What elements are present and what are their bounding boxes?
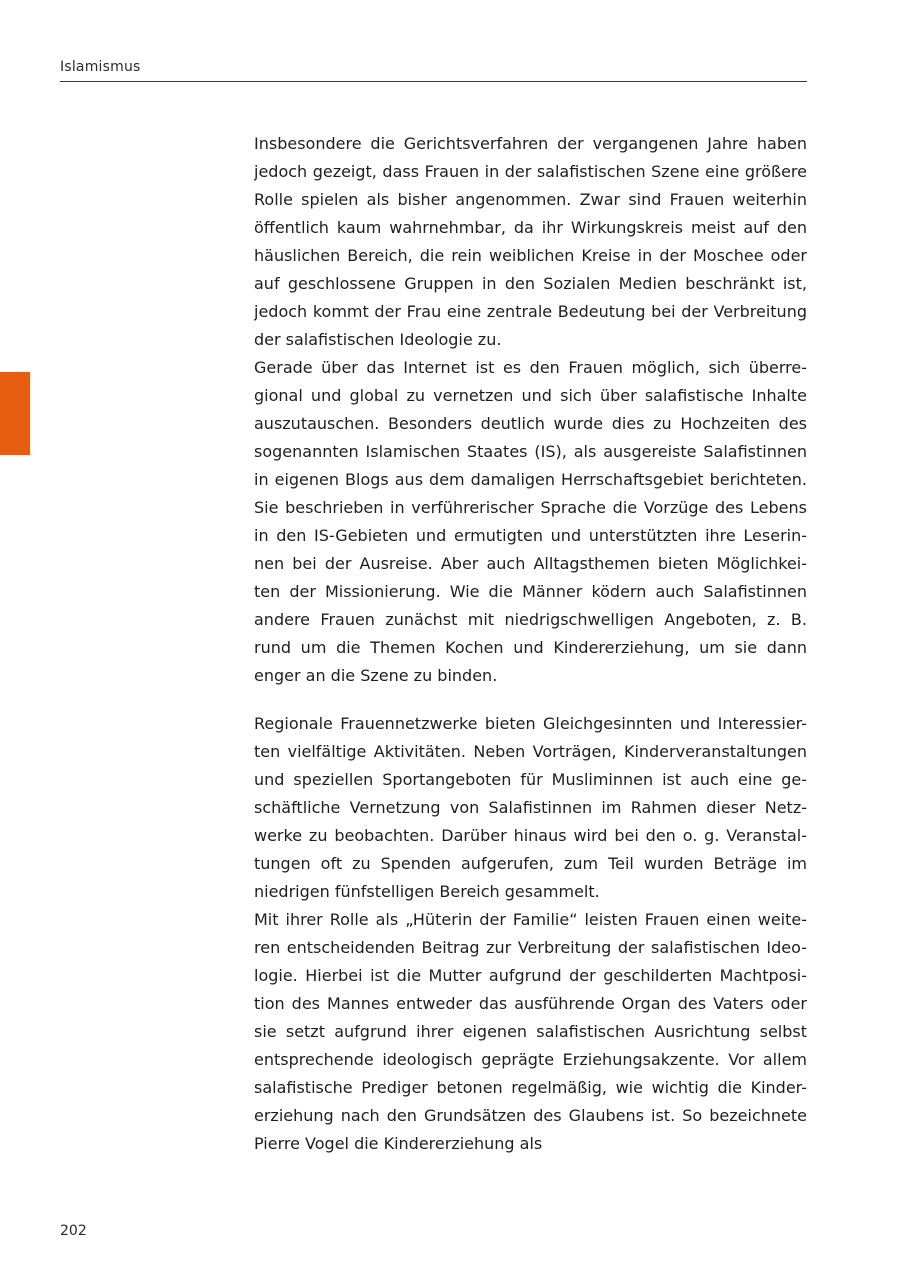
text-line: auf geschlossene Gruppen in den Sozialen Medien beschränkt ist, xyxy=(254,274,807,293)
paragraph-3 xyxy=(254,710,807,906)
text-line: erziehung nach den Grundsätzen des Glaubens ist. So bezeichnete xyxy=(254,1106,807,1125)
text-line: in den IS-Gebieten und ermutigten und unterstützten ihre Leserin- xyxy=(254,526,807,545)
text-line: Gerade über das Internet ist es den Frauen möglich, sich überre- xyxy=(254,358,807,377)
header-rule xyxy=(60,81,807,82)
chapter-tab-marker xyxy=(0,372,30,455)
page-number: 202 xyxy=(60,1223,87,1239)
text-line: Pierre Vogel die Kindererziehung als xyxy=(254,1134,543,1153)
text-line: ten vielfältige Aktivitäten. Neben Vorträgen, Kinderveranstaltungen xyxy=(254,742,807,761)
text-line: öffentlich kaum wahrnehmbar, da ihr Wirkungskreis meist auf den xyxy=(254,218,807,237)
text-line: andere Frauen zunächst mit niedrigschwelligen Angeboten, z. B. xyxy=(254,610,807,629)
paragraph-4 xyxy=(254,906,807,1158)
text-line: auszutauschen. Besonders deutlich wurde dies zu Hochzeiten des xyxy=(254,414,807,433)
running-title: Islamismus xyxy=(60,59,141,75)
text-line: rund um die Themen Kochen und Kindererziehung, um sie dann xyxy=(254,638,807,657)
text-line: Rolle spielen als bisher angenommen. Zwar sind Frauen weiterhin xyxy=(254,190,807,209)
text-line: gional und global zu vernetzen und sich über salafistische Inhalte xyxy=(254,386,807,405)
text-line: tion des Mannes entweder das ausführende Organ des Vaters oder xyxy=(254,994,807,1013)
text-line: schäftliche Vernetzung von Salafistinnen im Rahmen dieser Netz- xyxy=(254,798,807,817)
paragraph-gap xyxy=(254,690,807,710)
text-line: und speziellen Sportangeboten für Musliminnen ist auch eine ge- xyxy=(254,770,807,789)
text-line: niedrigen fünfstelligen Bereich gesammelt. xyxy=(254,882,600,901)
text-line: tungen oft zu Spenden aufgerufen, zum Teil wurden Beträge im xyxy=(254,854,807,873)
text-line: nen bei der Ausreise. Aber auch Alltagsthemen bieten Möglichkei- xyxy=(254,554,807,573)
text-line: Sie beschrieben in verführerischer Sprache die Vorzüge des Lebens xyxy=(254,498,807,517)
text-line: logie. Hierbei ist die Mutter aufgrund der geschilderten Machtposi- xyxy=(254,966,807,985)
text-line: entsprechende ideologisch geprägte Erziehungsakzente. Vor allem xyxy=(254,1050,807,1069)
text-line: der salafistischen Ideologie zu. xyxy=(254,330,502,349)
text-line: ren entscheidenden Beitrag zur Verbreitung der salafistischen Ideo- xyxy=(254,938,807,957)
text-line: enger an die Szene zu binden. xyxy=(254,666,498,685)
text-line: häuslichen Bereich, die rein weiblichen Kreise in der Moschee oder xyxy=(254,246,807,265)
text-line: ten der Missionierung. Wie die Männer ködern auch Salafistinnen xyxy=(254,582,807,601)
text-line: salafistische Prediger betonen regelmäßig, wie wichtig die Kinder- xyxy=(254,1078,807,1097)
text-line: jedoch kommt der Frau eine zentrale Bedeutung bei der Verbreitung xyxy=(254,302,807,321)
paragraph-2 xyxy=(254,354,807,690)
text-line: Regionale Frauennetzwerke bieten Gleichgesinnten und Interessier- xyxy=(254,714,807,733)
text-line: jedoch gezeigt, dass Frauen in der salafistischen Szene eine größere xyxy=(254,162,807,181)
text-line: sie setzt aufgrund ihrer eigenen salafistischen Ausrichtung selbst xyxy=(254,1022,807,1041)
text-line: Insbesondere die Gerichtsverfahren der vergangenen Jahre haben xyxy=(254,134,807,153)
body-text xyxy=(254,130,807,1158)
text-line: werke zu beobachten. Darüber hinaus wird bei den o. g. Veranstal- xyxy=(254,826,807,845)
paragraph-1 xyxy=(254,130,807,354)
text-line: sogenannten Islamischen Staates (IS), als ausgereiste Salafistinnen xyxy=(254,442,807,461)
text-line: Mit ihrer Rolle als „Hüterin der Familie“ leisten Frauen einen weite- xyxy=(254,910,807,929)
text-line: in eigenen Blogs aus dem damaligen Herrschaftsgebiet berichteten. xyxy=(254,470,807,489)
